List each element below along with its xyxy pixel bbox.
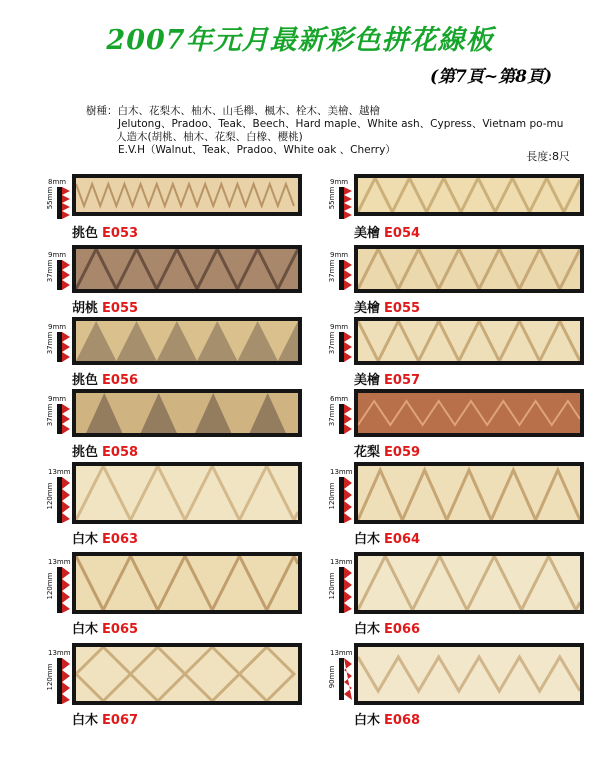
page-range: (第7頁~第8頁) bbox=[430, 67, 552, 87]
product-card bbox=[320, 317, 582, 387]
profile-teeth-icon bbox=[344, 404, 352, 434]
product-card bbox=[38, 643, 300, 728]
profile-width: 6mm bbox=[330, 395, 349, 403]
profile-width: 13mm bbox=[330, 649, 353, 657]
molding-photo bbox=[72, 552, 302, 614]
species-list bbox=[86, 105, 563, 157]
molding-pattern bbox=[76, 647, 298, 701]
profile-height: 120mm bbox=[46, 663, 54, 691]
profile-teeth-icon bbox=[344, 658, 352, 700]
molding-pattern bbox=[76, 556, 298, 610]
profile-height: 120mm bbox=[46, 482, 54, 510]
molding-pattern bbox=[76, 466, 298, 520]
profile-diagram bbox=[40, 251, 70, 293]
molding-pattern bbox=[76, 321, 298, 361]
product-name: 花梨 bbox=[354, 445, 381, 460]
product-code: E059 bbox=[384, 445, 421, 460]
profile-width: 13mm bbox=[48, 649, 71, 657]
product-card bbox=[320, 552, 582, 637]
product-label bbox=[72, 441, 138, 460]
profile-height: 37mm bbox=[328, 331, 336, 355]
product-card bbox=[38, 462, 300, 547]
product-label bbox=[354, 441, 420, 460]
profile-width: 9mm bbox=[330, 323, 349, 331]
product-label bbox=[72, 709, 138, 728]
profile-height: 120mm bbox=[328, 482, 336, 510]
profile-teeth-icon bbox=[62, 567, 70, 613]
profile-width: 13mm bbox=[330, 468, 353, 476]
product-label bbox=[354, 618, 420, 637]
product-code: E053 bbox=[102, 226, 139, 241]
profile-width: 8mm bbox=[48, 178, 67, 186]
molding-photo bbox=[72, 174, 302, 216]
profile-diagram bbox=[322, 395, 352, 437]
product-code: E054 bbox=[384, 226, 421, 241]
product-label bbox=[72, 222, 138, 241]
profile-height: 90mm bbox=[328, 665, 336, 689]
product-code: E063 bbox=[102, 532, 139, 547]
profile-teeth-icon bbox=[62, 477, 70, 523]
molding-pattern bbox=[358, 647, 580, 701]
product-code: E068 bbox=[384, 713, 421, 728]
product-label bbox=[354, 528, 420, 547]
molding-pattern bbox=[76, 393, 298, 433]
molding-pattern bbox=[358, 556, 580, 610]
molding-photo bbox=[354, 643, 584, 705]
product-name: 白木 bbox=[354, 622, 381, 637]
profile-diagram bbox=[322, 323, 352, 365]
molding-pattern bbox=[358, 321, 580, 361]
molding-photo bbox=[354, 317, 584, 365]
artificial-wood-zh: 人造木(胡桃、柚木、花梨、白橡、櫻桃) bbox=[116, 131, 303, 143]
product-card bbox=[38, 317, 300, 387]
product-code: E055 bbox=[384, 301, 421, 316]
product-name: 挑色 bbox=[72, 373, 99, 388]
profile-width: 13mm bbox=[330, 558, 353, 566]
profile-diagram bbox=[40, 649, 70, 691]
molding-photo bbox=[72, 462, 302, 524]
profile-teeth-icon bbox=[344, 260, 352, 290]
product-card bbox=[38, 552, 300, 637]
profile-diagram bbox=[322, 558, 352, 600]
molding-pattern bbox=[76, 249, 298, 289]
profile-teeth-icon bbox=[62, 332, 70, 362]
profile-width: 9mm bbox=[48, 323, 67, 331]
profile-diagram bbox=[40, 468, 70, 510]
product-name: 白木 bbox=[354, 532, 381, 547]
profile-width: 13mm bbox=[48, 468, 71, 476]
product-code: E057 bbox=[384, 373, 421, 388]
product-label bbox=[72, 297, 138, 316]
page-title: 2007年元月最新彩色拼花線板 bbox=[106, 25, 494, 56]
product-code: E055 bbox=[102, 301, 139, 316]
profile-teeth-icon bbox=[344, 477, 352, 523]
product-code: E058 bbox=[102, 445, 139, 460]
profile-height: 37mm bbox=[46, 331, 54, 355]
molding-photo bbox=[72, 389, 302, 437]
profile-teeth-icon bbox=[344, 187, 352, 219]
profile-width: 9mm bbox=[48, 395, 67, 403]
profile-diagram bbox=[322, 468, 352, 510]
profile-teeth-icon bbox=[62, 404, 70, 434]
molding-photo bbox=[354, 462, 584, 524]
profile-width: 9mm bbox=[330, 178, 349, 186]
profile-height: 37mm bbox=[46, 259, 54, 283]
species-line-zh: 樹種：白木、花梨木、柚木、山毛櫸、楓木、栓木、美檜、越檜 bbox=[86, 105, 380, 117]
profile-width: 9mm bbox=[330, 251, 349, 259]
molding-photo bbox=[72, 245, 302, 293]
molding-photo bbox=[72, 317, 302, 365]
profile-teeth-icon bbox=[62, 260, 70, 290]
molding-pattern bbox=[358, 249, 580, 289]
molding-pattern bbox=[76, 178, 298, 212]
profile-height: 55mm bbox=[328, 186, 336, 210]
profile-diagram bbox=[40, 395, 70, 437]
profile-diagram bbox=[322, 251, 352, 293]
product-name: 白木 bbox=[72, 532, 99, 547]
profile-diagram bbox=[40, 178, 70, 220]
artificial-wood-en: E.V.H（Walnut、Teak、Pradoo、White oak 、Cherry） bbox=[118, 144, 396, 156]
product-name: 胡桃 bbox=[72, 301, 99, 316]
product-name: 美檜 bbox=[354, 226, 381, 241]
molding-pattern bbox=[358, 466, 580, 520]
profile-teeth-icon bbox=[62, 658, 70, 704]
product-card bbox=[38, 389, 300, 459]
profile-height: 55mm bbox=[46, 186, 54, 210]
product-label bbox=[72, 369, 138, 388]
product-card bbox=[38, 245, 300, 315]
product-card bbox=[320, 462, 582, 547]
profile-width: 9mm bbox=[48, 251, 67, 259]
product-name: 美檜 bbox=[354, 373, 381, 388]
profile-height: 37mm bbox=[328, 403, 336, 427]
length-note: 長度:8尺 bbox=[526, 150, 570, 163]
profile-height: 37mm bbox=[46, 403, 54, 427]
molding-photo bbox=[354, 389, 584, 437]
profile-teeth-icon bbox=[62, 187, 70, 219]
product-label bbox=[72, 618, 138, 637]
product-name: 白木 bbox=[72, 622, 99, 637]
profile-height: 37mm bbox=[328, 259, 336, 283]
product-label bbox=[354, 369, 420, 388]
product-label bbox=[354, 222, 420, 241]
product-card bbox=[320, 643, 582, 728]
profile-diagram bbox=[322, 178, 352, 220]
molding-photo bbox=[354, 552, 584, 614]
profile-diagram bbox=[40, 323, 70, 365]
product-code: E067 bbox=[102, 713, 139, 728]
product-name: 美檜 bbox=[354, 301, 381, 316]
profile-teeth-icon bbox=[344, 332, 352, 362]
molding-photo bbox=[354, 174, 584, 216]
product-name: 挑色 bbox=[72, 226, 99, 241]
molding-photo bbox=[72, 643, 302, 705]
species-line-en: Jelutong、Pradoo、Teak、Beech、Hard maple、White ash、Cypress、Vietnam po-mu bbox=[118, 118, 564, 130]
profile-height: 120mm bbox=[46, 572, 54, 600]
profile-height: 120mm bbox=[328, 572, 336, 600]
product-name: 白木 bbox=[72, 713, 99, 728]
profile-width: 13mm bbox=[48, 558, 71, 566]
product-label bbox=[72, 528, 138, 547]
product-code: E064 bbox=[384, 532, 421, 547]
product-card bbox=[320, 245, 582, 315]
product-label bbox=[354, 709, 420, 728]
product-card bbox=[38, 172, 300, 242]
product-name: 白木 bbox=[354, 713, 381, 728]
product-name: 挑色 bbox=[72, 445, 99, 460]
molding-photo bbox=[354, 245, 584, 293]
molding-pattern bbox=[358, 393, 580, 433]
product-code: E066 bbox=[384, 622, 421, 637]
product-label bbox=[354, 297, 420, 316]
product-card bbox=[320, 172, 582, 242]
profile-teeth-icon bbox=[344, 567, 352, 613]
product-code: E056 bbox=[102, 373, 139, 388]
profile-diagram bbox=[322, 649, 352, 691]
molding-pattern bbox=[358, 178, 580, 212]
product-code: E065 bbox=[102, 622, 139, 637]
profile-diagram bbox=[40, 558, 70, 600]
product-card bbox=[320, 389, 582, 459]
